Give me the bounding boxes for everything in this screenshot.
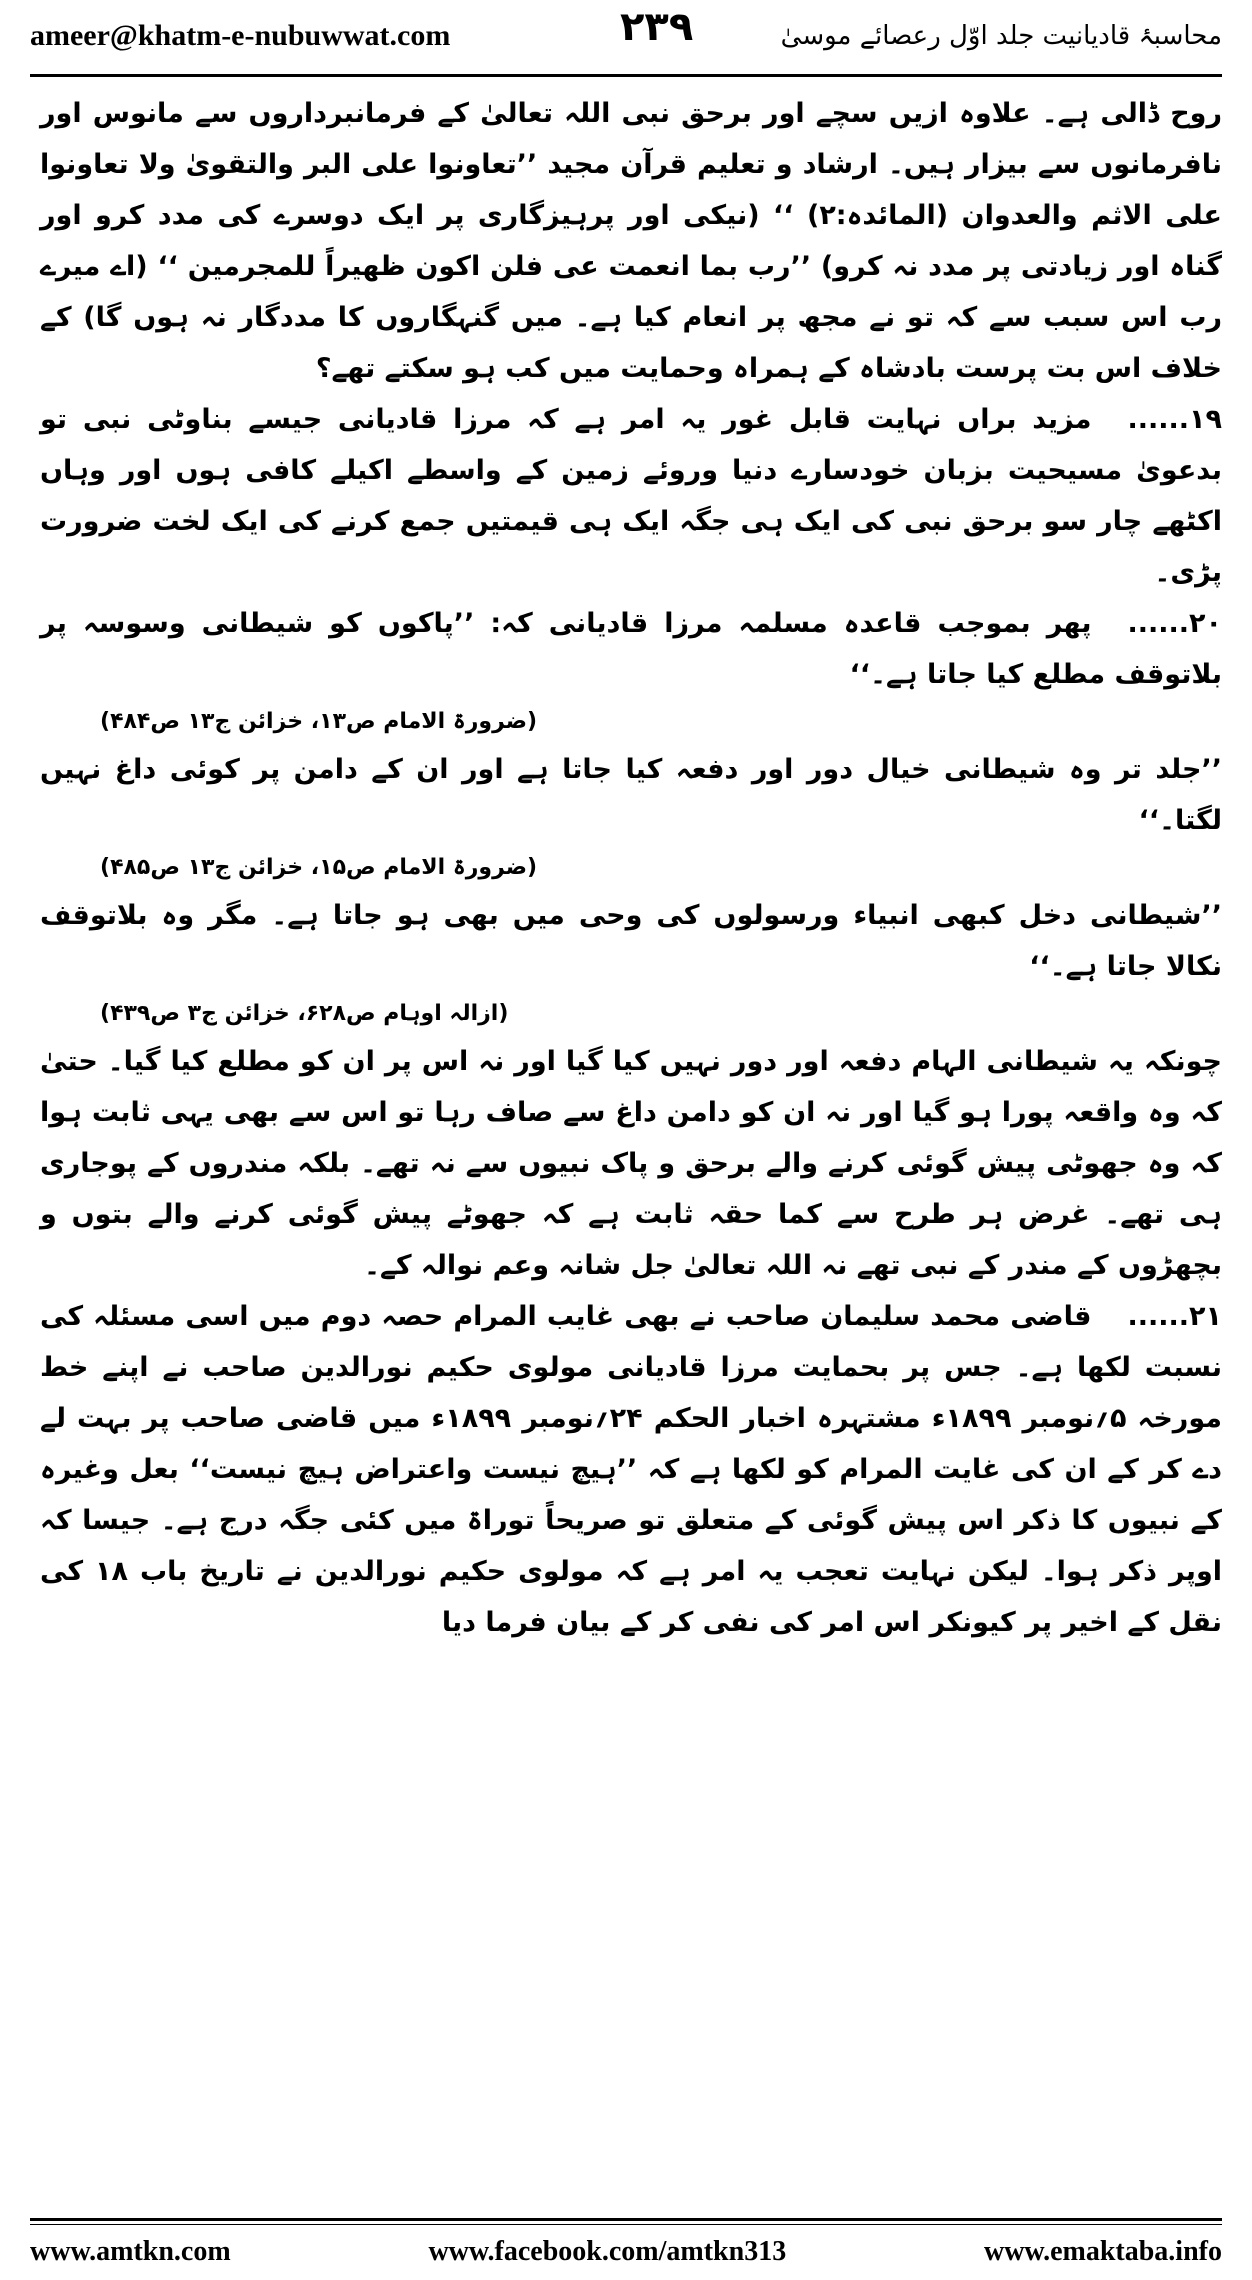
book-title: محاسبۂ قادیانیت جلد اوّل رعصائے موسیٰ <box>780 21 1222 51</box>
page-footer <box>30 2232 1222 2272</box>
quote-3: ’’شیطانی دخل کبھی انبیاء ورسولوں کی وحی میں بھی ہو جاتا ہے۔ مگر وہ بلاتوقف نکالا جاتا ہے۔‘‘ <box>40 900 1222 982</box>
page-number: ۲۳۹ <box>620 4 694 50</box>
paragraph-19 <box>40 394 1222 598</box>
paragraph-20-text: پھر بموجب قاعدہ مسلمہ مرزا قادیانی کہ: ’’پاکوں کو شیطانی وسوسہ پر بلاتوقف مطلع کیا جاتا ہے۔‘‘ <box>40 608 1222 690</box>
item-number-19: ۱۹...... <box>1127 404 1222 435</box>
footer-rule <box>30 2218 1222 2221</box>
footer-link-facebook[interactable]: www.facebook.com/amtkn313 <box>428 2236 787 2267</box>
reference-2: (ضرورۃ الامام ص۱۵، خزائن ج۱۳ ص۴۸۵) <box>100 855 538 880</box>
paragraph-20 <box>40 598 1222 700</box>
footer-link-amtkn[interactable]: www.amtkn.com <box>30 2236 231 2267</box>
reference-3: (ازالہ اوہام ص۶۲۸، خزائن ج۳ ص۴۳۹) <box>100 1001 509 1026</box>
item-number-20: ۲۰...... <box>1127 608 1222 639</box>
reference-1: (ضرورۃ الامام ص۱۳، خزائن ج۱۳ ص۴۸۴) <box>100 709 538 734</box>
paragraph-19-text: مزید براں نہایت قابل غور یہ امر ہے کہ مرزا قادیانی جیسے بناوٹی نبی تو بدعویٰ مسیحیت بزبان خودسارے دنیا وروئے زمین کے واسطے اکیلے کافی ہوں اور وہاں اکٹھے چار سو برحق نبی کی ایک ہی جگہ ایک ہی قیمتیں جمع کرنے کی ایک لخت ضرورت پڑی۔ <box>40 404 1222 588</box>
header-rule <box>30 74 1222 77</box>
quote-2: ’’جلد تر وہ شیطانی خیال دور اور دفعہ کیا جاتا ہے اور ان کے دامن پر کوئی داغ نہیں لگتا۔‘‘ <box>40 754 1222 836</box>
page-header <box>30 0 1222 72</box>
paragraph-21-text: قاضی محمد سلیمان صاحب نے بھی غایب المرام حصہ دوم میں اسی مسئلہ کی نسبت لکھا ہے۔ جس پر بحمایت مرزا قادیانی مولوی حکیم نورالدین صاحب نے اپنے خط مورخہ ۵؍نومبر ۱۸۹۹ء مشتہرہ اخبار الحکم ۲۴؍نومبر ۱۸۹۹ء میں قاضی صاحب پر بہت لے دے کر کے ان کی غایت المرام کو لکھا ہے کہ ’’ہیچ نیست واعتراض ہیچ نیست‘‘ بعل وغیرہ کے نبیوں کا ذکر اس پیش گوئی کے متعلق تو صریحاً توراۃ میں کئی جگہ درج ہے۔ جیسا کہ اوپر ذکر ہوا۔ لیکن نہایت تعجب یہ امر ہے کہ مولوی حکیم نورالدین نے تاریخ باب ۱۸ کی نقل کے اخیر پر کیونکر اس امر کی نفی کر کے بیان فرما دیا <box>40 1301 1222 1638</box>
item-number-21: ۲۱...... <box>1127 1301 1222 1332</box>
page-body <box>40 88 1222 1648</box>
header-email[interactable]: ameer@khatm-e-nubuwwat.com <box>30 19 451 52</box>
paragraph-21 <box>40 1291 1222 1648</box>
paragraph-intro: روح ڈالی ہے۔ علاوہ ازیں سچے اور برحق نبی اللہ تعالیٰ کے فرمانبرداروں سے مانوس اور نافرمانوں سے بیزار ہیں۔ ارشاد و تعلیم قرآن مجید ’’تعاونوا علی البر والتقوىٰ ولا تعاونوا علی الاثم والعدوان (المائدہ:۲) ‘‘ (نیکی اور پرہیزگاری پر ایک دوسرے کی مدد کرو اور گناہ اور زیادتی پر مدد نہ کرو) ’’رب بما انعمت عی فلن اکون ظھیراً للمجرمین ‘‘ (اے میرے رب اس سبب سے کہ تو نے مجھ پر انعام کیا ہے۔ میں گنہگاروں کا مددگار نہ ہوں گا) کے خلاف اس بت پرست بادشاہ کے ہمراہ وحمایت میں کب ہو سکتے تھے؟ <box>40 98 1222 384</box>
footer-rule-thin <box>30 2224 1222 2225</box>
footer-link-emaktaba[interactable]: www.emaktaba.info <box>983 2236 1222 2267</box>
paragraph-conclusion: چونکہ یہ شیطانی الہام دفعہ اور دور نہیں کیا گیا اور نہ اس پر ان کو مطلع کیا گیا۔ حتیٰ کہ وہ واقعہ پورا ہو گیا اور نہ ان کو دامن داغ سے صاف رہا تو اس سے بھی یہی ثابت ہوا کہ وہ جھوٹی پیش گوئی کرنے والے برحق و پاک نبیوں سے نہ تھے۔ بلکہ مندروں کے پوجاری ہی تھے۔ غرض ہر طرح سے کما حقہ ثابت ہے کہ جھوٹے پیش گوئی کرنے والے بتوں و بچھڑوں کے مندر کے نبی تھے نہ اللہ تعالیٰ جل شانہ وعم نوالہ کے۔ <box>40 1046 1222 1281</box>
